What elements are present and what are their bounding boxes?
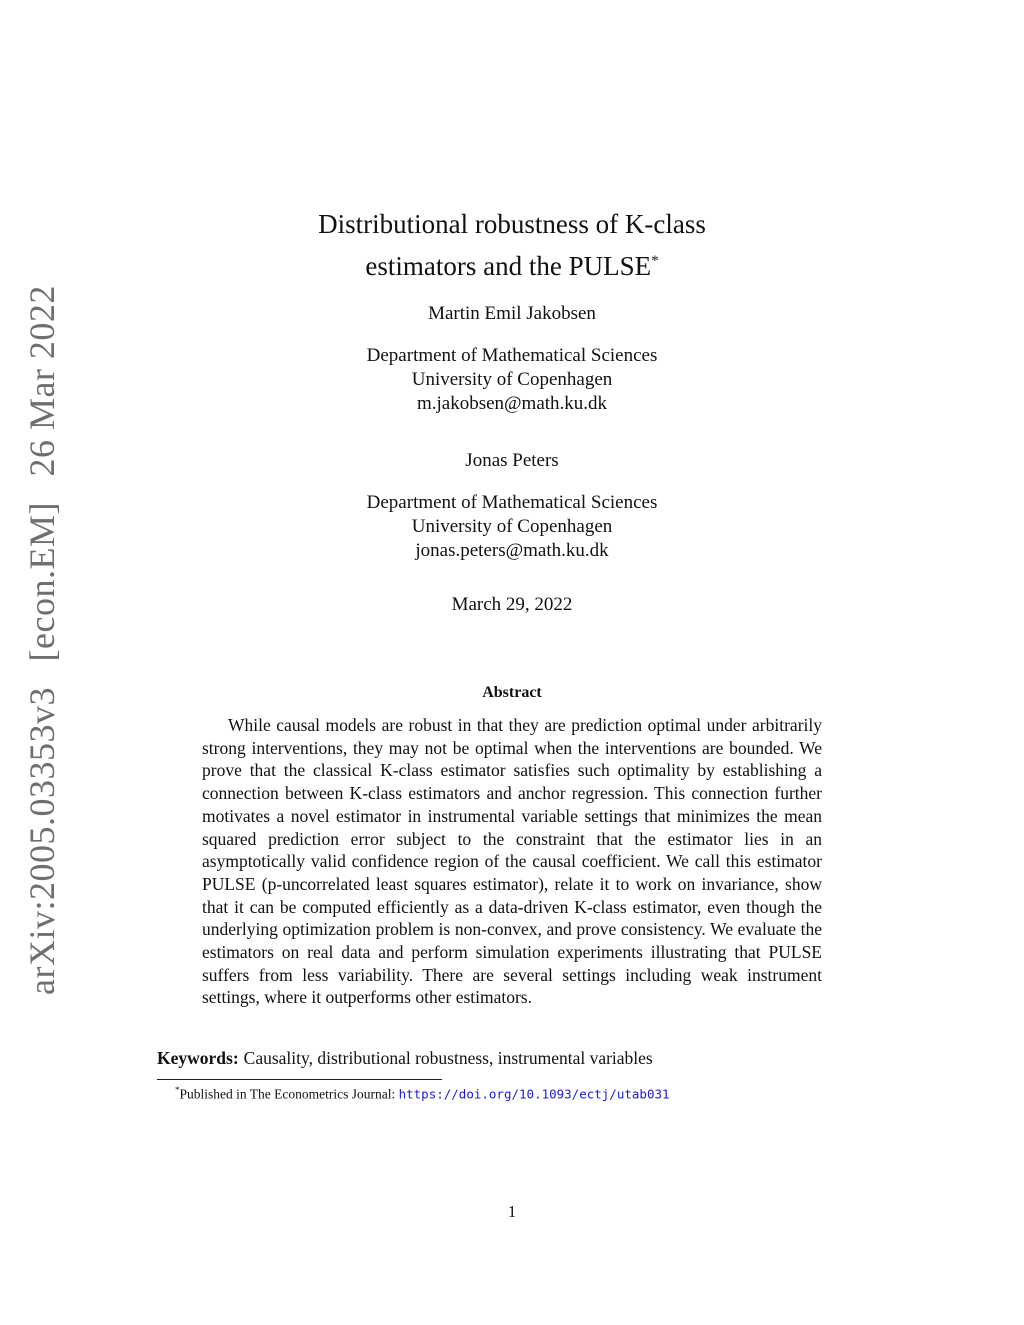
author-email-2: jonas.peters@math.ku.dk — [415, 540, 609, 561]
page-number: 1 — [507, 1202, 517, 1221]
author-email-1: m.jakobsen@math.ku.dk — [416, 393, 608, 414]
keywords-text: Causality, distributional robustness, instrumental variables — [243, 1048, 653, 1068]
author-department-2: Department of Mathematical Sciences — [366, 492, 658, 513]
author-name-1: Martin Emil Jakobsen — [428, 303, 596, 324]
keywords — [157, 1048, 653, 1069]
doi-link[interactable]: https://doi.org/10.1093/ectj/utab031 — [398, 1086, 670, 1102]
footnote-text: Published in The Econometrics Journal: — [179, 1086, 399, 1102]
abstract-heading: Abstract — [482, 684, 542, 701]
author-affiliation-1 — [0, 344, 1024, 416]
footnote-rule — [157, 1079, 442, 1080]
author-university-2: University of Copenhagen — [411, 516, 613, 537]
paper-title — [0, 206, 1024, 285]
author-department-1: Department of Mathematical Sciences — [366, 345, 658, 366]
paper-date: March 29, 2022 — [451, 594, 573, 615]
arxiv-id: arXiv:2005.03353v3 — [22, 686, 62, 995]
author-name-2: Jonas Peters — [465, 450, 559, 471]
abstract-text: While causal models are robust in that they are prediction optimal under arbitrarily strong interventions, they may not be optimal when the interventions are bounded. We prove that the classical K-class estimator satisfies such optimality by establishing a connection between K-class estimators and anchor regression. This connection further motivates a novel estimator in instrumental variable settings that minimizes the mean squared prediction error subject to the constraint that the estimator lies in an asymptotically valid confidence region of the causal coefficient. We call this estimator PULSE (p-uncorrelated least squares estimator), relate it to work on invariance, show that it can be computed efficiently as a data-driven K-class estimator, even though the underlying optimization problem is non-convex, and prove consistency. We evaluate the estimators on real data and perform simulation experiments illustrating that PULSE suffers from less variability. There are several settings including weak instrument settings, where it outperforms other estimators. — [202, 715, 822, 1008]
author-affiliation-2 — [0, 491, 1024, 563]
title-footnote-mark: * — [651, 253, 659, 269]
title-line-1: Distributional robustness of K-class — [318, 209, 706, 239]
title-line-2: estimators and the PULSE* — [365, 251, 659, 281]
footnote — [175, 1085, 670, 1103]
footnote-mark: * — [175, 1085, 180, 1095]
arxiv-date: 26 Mar 2022 — [22, 285, 62, 477]
arxiv-category: [econ.EM] — [22, 502, 62, 662]
keywords-label: Keywords: — [157, 1048, 239, 1068]
author-university-1: University of Copenhagen — [411, 369, 613, 390]
